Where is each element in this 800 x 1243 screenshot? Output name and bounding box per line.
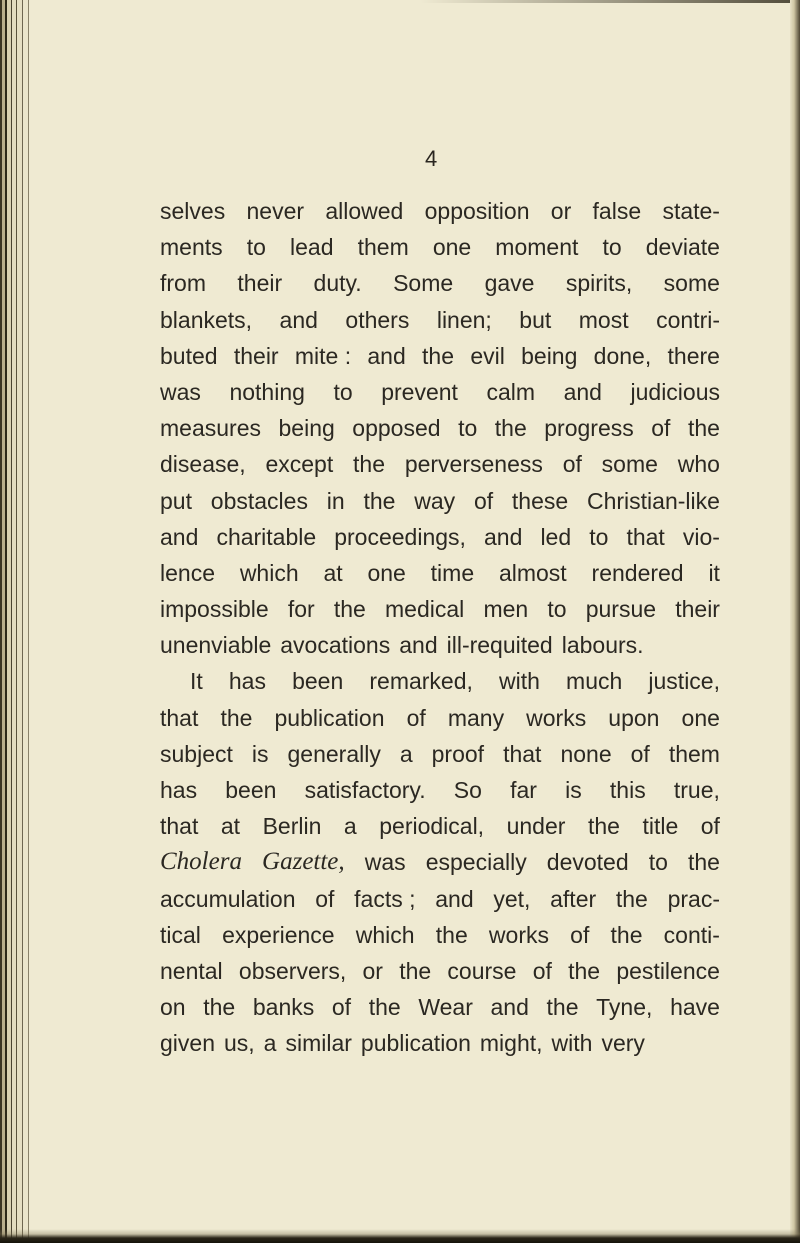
word: their — [233, 342, 279, 369]
word: far — [510, 777, 537, 803]
word: of — [315, 885, 335, 912]
word: from — [160, 270, 206, 297]
word: Cholera — [160, 848, 242, 876]
word: to — [333, 378, 353, 405]
word: men — [483, 596, 529, 623]
word: on — [160, 994, 186, 1021]
word: title — [642, 813, 679, 840]
word: much — [566, 668, 623, 695]
word: blankets, — [160, 306, 253, 333]
word: us, — [223, 1030, 255, 1057]
text-line — [160, 193, 720, 229]
word: medical — [385, 596, 465, 623]
word: them — [668, 740, 720, 767]
word: prac- — [667, 885, 720, 912]
word: their — [675, 596, 720, 623]
word: have — [670, 994, 720, 1021]
word: being — [521, 342, 578, 369]
text-line — [160, 1025, 720, 1061]
word: and — [563, 378, 602, 405]
word: contri- — [656, 306, 720, 333]
word: lence — [160, 559, 215, 586]
word: works — [526, 704, 587, 731]
word: Berlin — [262, 813, 322, 840]
page-number: 4 — [425, 146, 438, 171]
word: devoted — [546, 849, 629, 876]
word: the — [203, 994, 236, 1021]
word: and — [367, 342, 406, 369]
word: Gazette, — [262, 848, 345, 876]
word: proceedings, — [334, 523, 466, 550]
word: true, — [673, 777, 720, 803]
word: some — [601, 451, 658, 478]
word: their — [237, 270, 283, 297]
text-line — [160, 881, 720, 917]
word: perverseness — [404, 451, 543, 478]
word: and — [160, 523, 199, 550]
word: at — [323, 559, 343, 586]
word: Some — [393, 270, 454, 297]
text-line — [160, 446, 720, 482]
word: nothing — [229, 378, 305, 405]
word: progress — [544, 415, 634, 442]
word: for — [287, 596, 315, 623]
word: charitable — [216, 523, 317, 550]
word: subject — [160, 740, 233, 767]
word: that — [160, 704, 199, 731]
word: that — [626, 523, 665, 550]
word: and — [399, 632, 438, 659]
word: allowed — [325, 198, 404, 224]
word: conti- — [663, 921, 720, 948]
word: selves — [160, 198, 226, 224]
word: to — [589, 523, 609, 550]
text-line — [160, 229, 720, 265]
word: the — [363, 487, 396, 514]
word: calm — [486, 378, 536, 405]
text-line — [160, 917, 720, 953]
word: measures — [160, 415, 261, 442]
word: none — [560, 740, 612, 767]
word: never — [246, 198, 305, 224]
word: it — [708, 559, 720, 586]
word: almost — [498, 559, 567, 586]
word: was — [160, 378, 201, 405]
text-line — [160, 736, 720, 772]
word: done, — [593, 342, 652, 369]
word: the — [546, 994, 579, 1021]
word: the — [688, 849, 720, 876]
word: pursue — [585, 596, 657, 623]
page-bottom-edge — [0, 1229, 800, 1243]
text-line — [160, 338, 720, 374]
word: remarked, — [369, 668, 473, 695]
text-line — [160, 591, 720, 627]
word: time — [430, 559, 475, 586]
word: deviate — [645, 234, 720, 261]
word: labours. — [561, 632, 644, 659]
page-binding-edge — [0, 0, 34, 1243]
word: tical — [160, 921, 201, 948]
word: judicious — [630, 378, 720, 405]
word: the — [494, 415, 527, 442]
word: proof — [431, 740, 485, 767]
word: others — [345, 306, 410, 333]
word: prevent — [381, 378, 458, 405]
word: the — [399, 957, 432, 984]
word: spirits, — [565, 270, 633, 297]
page-top-shadow — [420, 0, 800, 3]
word: most — [578, 306, 629, 333]
word: periodical, — [379, 813, 485, 840]
word: of — [331, 994, 352, 1021]
word: unenviable — [160, 632, 272, 659]
word: course — [447, 957, 517, 984]
word: which — [239, 559, 299, 586]
text-line — [160, 265, 720, 301]
word: after — [550, 885, 597, 912]
word: with — [499, 668, 540, 695]
text-line — [160, 302, 720, 338]
word: which — [355, 921, 415, 948]
word: the — [353, 451, 386, 478]
word: disease, — [160, 451, 246, 478]
word: who — [677, 451, 720, 478]
word: duty. — [313, 270, 362, 297]
text-line — [160, 953, 720, 989]
word: the — [587, 813, 620, 840]
word: the — [220, 704, 253, 731]
word: one — [432, 234, 472, 261]
word: linen; — [436, 306, 492, 333]
text-line — [160, 989, 720, 1025]
word: given — [160, 1030, 215, 1057]
word: of — [473, 487, 494, 514]
text-line — [160, 555, 720, 591]
word: It — [190, 668, 203, 695]
word: and — [435, 885, 474, 912]
word: Tyne, — [596, 994, 653, 1021]
word: under — [506, 813, 566, 840]
text-line — [160, 808, 720, 844]
word: way — [414, 487, 456, 514]
word: and — [490, 994, 529, 1021]
body-text — [160, 193, 720, 1062]
word: of — [532, 957, 552, 984]
word: generally — [287, 740, 381, 767]
word: the — [368, 994, 401, 1021]
word: avocations — [280, 632, 391, 659]
word: vio- — [682, 523, 720, 550]
word: was — [364, 849, 406, 876]
text-line — [160, 483, 720, 519]
word: with — [551, 1030, 593, 1057]
word: of — [570, 921, 590, 948]
word: evil — [470, 342, 505, 369]
word: publication — [274, 704, 385, 731]
word: some — [663, 270, 720, 297]
word: banks — [252, 994, 315, 1021]
word: pestilence — [616, 957, 720, 984]
word: been — [225, 777, 277, 803]
word: satisfactory. — [304, 777, 426, 803]
word: a — [263, 1030, 277, 1057]
word: or — [550, 198, 572, 224]
word: Christian-like — [586, 487, 720, 514]
word: So — [453, 777, 482, 803]
text-line — [160, 772, 720, 808]
word: publication — [360, 1030, 471, 1057]
text-line — [160, 627, 720, 663]
word: ments — [160, 234, 223, 261]
word: of — [630, 740, 650, 767]
word: and — [279, 306, 318, 333]
word: of — [651, 415, 671, 442]
word: the — [568, 957, 601, 984]
text-line — [160, 519, 720, 555]
text-line — [160, 844, 720, 880]
word: one — [681, 704, 720, 731]
word: this — [609, 777, 646, 803]
word: but — [519, 306, 552, 333]
word: to — [648, 849, 668, 876]
word: false — [592, 198, 642, 224]
word: Wear — [418, 994, 473, 1021]
word: the — [610, 921, 643, 948]
word: a — [343, 813, 357, 840]
word: facts ; — [354, 885, 416, 912]
word: moment — [495, 234, 579, 261]
word: at — [220, 813, 241, 840]
word: has — [160, 777, 198, 803]
word: might, — [479, 1030, 543, 1057]
word: except — [265, 451, 334, 478]
word: opposition — [424, 198, 530, 224]
word: and — [484, 523, 523, 550]
word: observers, — [238, 957, 347, 984]
text-line — [160, 663, 720, 699]
word: to — [458, 415, 478, 442]
word: one — [367, 559, 406, 586]
word: that — [503, 740, 542, 767]
word: especially — [425, 849, 527, 876]
word: the — [422, 342, 455, 369]
word: very — [601, 1030, 645, 1057]
word: buted — [160, 342, 218, 369]
word: the — [333, 596, 366, 623]
page-right-edge — [790, 0, 800, 1243]
word: that — [160, 813, 199, 840]
word: or — [362, 957, 383, 984]
text-line — [160, 374, 720, 410]
word: of — [406, 704, 426, 731]
word: them — [357, 234, 409, 261]
word: accumulation — [160, 885, 296, 912]
word: led — [540, 523, 572, 550]
word: justice, — [648, 668, 720, 695]
word: yet, — [493, 885, 531, 912]
word: nental — [160, 957, 223, 984]
word: rendered — [591, 559, 684, 586]
word: in — [326, 487, 345, 514]
word: of — [562, 451, 582, 478]
text-line — [160, 700, 720, 736]
word: been — [292, 668, 344, 695]
word: the — [687, 415, 720, 442]
word: these — [511, 487, 569, 514]
word: many — [447, 704, 505, 731]
word: a — [399, 740, 413, 767]
word: experience — [222, 921, 335, 948]
word: is — [251, 740, 269, 767]
word: state- — [662, 198, 720, 224]
word: lead — [290, 234, 334, 261]
word: obstacles — [210, 487, 308, 514]
word: is — [565, 777, 582, 803]
word: has — [228, 668, 266, 695]
word: to — [602, 234, 622, 261]
word: mite : — [294, 342, 352, 369]
text-line — [160, 410, 720, 446]
word: impossible — [160, 596, 269, 623]
word: the — [615, 885, 648, 912]
word: gave — [484, 270, 535, 297]
word: opposed — [352, 415, 441, 442]
word: of — [700, 813, 720, 840]
word: to — [246, 234, 266, 261]
word: there — [667, 342, 720, 369]
word: the — [435, 921, 468, 948]
word: being — [278, 415, 335, 442]
word: put — [160, 487, 192, 514]
word: works — [488, 921, 549, 948]
word: similar — [285, 1030, 352, 1057]
word: ill-requited — [446, 632, 553, 659]
word: to — [547, 596, 567, 623]
word: upon — [608, 704, 660, 731]
